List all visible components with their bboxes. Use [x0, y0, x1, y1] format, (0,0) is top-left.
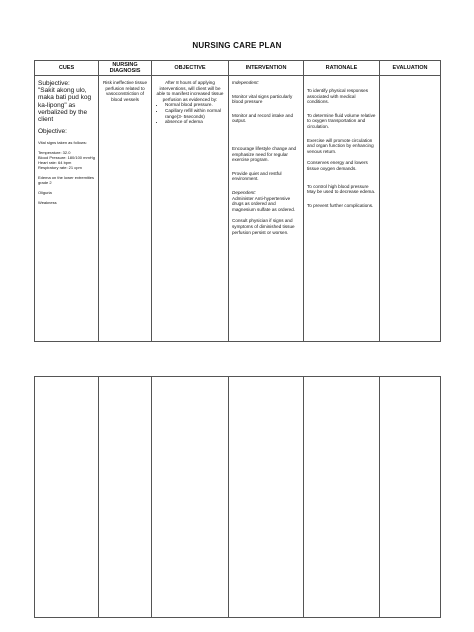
empty-cell — [35, 377, 99, 618]
rationale-item: Exercise will promote circulation and organ function by enhancing venous return. — [307, 137, 374, 154]
independent-label: Independent: — [232, 80, 259, 85]
weakness-text: Weakness — [38, 200, 57, 206]
vital-signs-text: Vital signs taken as follows: — [38, 140, 87, 146]
diagnosis-cell — [99, 76, 152, 342]
rationale-item: To control high blood pressure May be used to decrease edema. — [307, 183, 376, 195]
empty-cell — [99, 377, 152, 618]
empty-care-plan-table — [34, 376, 441, 618]
header-objective: OBJECTIVE — [152, 61, 229, 76]
header-intervention: INTERVENTION — [229, 61, 304, 76]
intervention-item: Encourage lifestyle change and emphasize need for regular exercise program. — [232, 145, 297, 163]
list-item: • Capillary refill within normal range(3- 5seconds) — [165, 108, 225, 119]
rationale-item: To determine fluid volume relative to oxygen transportation and circulation. — [307, 112, 376, 129]
diagnosis-text: Risk ineffective tissue perfusion related to vasoconstriction of blood vessels — [102, 80, 148, 102]
list-item: • absence of edema — [165, 119, 225, 125]
empty-cell — [229, 377, 304, 618]
temperature-text: Temperature: 32.0 — [38, 150, 71, 156]
rationale-item: Conserves energy and lowers tissue oxygen demands. — [307, 160, 368, 171]
rationale-item: To prevent further complications. — [307, 202, 374, 208]
header-evaluation: EVALUATION — [380, 61, 441, 76]
evaluation-text — [380, 76, 440, 84]
cues-cell — [35, 76, 99, 342]
list-item: • Normal blood pressure. — [165, 102, 225, 108]
objective-intro: After 8 hours of applying interventions, will client will be able to manifest increased tissue perfusion as evidenced by: — [156, 80, 224, 102]
blood-pressure-text: Blood Pressure: 180/100 mmHg — [38, 155, 95, 161]
dependent-label: Dependent: — [232, 189, 256, 195]
intervention-item: Monitor and record intake and output. — [232, 112, 294, 124]
objective-list — [155, 102, 225, 124]
objective-label: Objective: — [38, 128, 67, 136]
respiratory-rate-text: Respiratory rate: 21 cpm — [38, 165, 82, 171]
objective-cell — [152, 76, 229, 342]
intervention-item: Monitor vital signs particularly blood pressure — [232, 93, 293, 105]
rationale-cell — [304, 76, 380, 342]
table-row — [35, 76, 441, 342]
header-nursing-diagnosis: NURSING DIAGNOSIS — [99, 61, 152, 76]
oliguria-text: Oliguria — [38, 190, 52, 196]
evaluation-cell — [380, 76, 441, 342]
subjective-label: Subjective: — [38, 80, 70, 87]
table-header-row — [35, 61, 441, 76]
edema-text: Edema on the lower extremities grade 2 — [38, 175, 95, 186]
empty-cell — [304, 377, 380, 618]
intervention-cell — [229, 76, 304, 342]
rationale-item: To identify physical responses associated with medical conditions. — [307, 88, 369, 105]
page-title: NURSING CARE PLAN — [192, 41, 282, 50]
empty-cell — [380, 377, 441, 618]
table-row — [35, 377, 441, 618]
empty-cell — [152, 377, 229, 618]
intervention-item: Consult physician if signs and symptoms of diminished tissue perfusion persist or worsen. — [232, 218, 295, 235]
subjective-text: "Sakit akong ulo, maka bati pud kog ka-lipong" as verbalized by the client — [38, 87, 92, 124]
heart-rate-text: Heart rate: 64 bpm — [38, 160, 72, 166]
care-plan-table — [34, 60, 441, 342]
header-rationale: RATIONALE — [304, 61, 380, 76]
header-cues: CUES — [35, 61, 99, 76]
intervention-item: Administer Anti-hypertensive drugs as ordered and magnesium sulfate as ordered. — [232, 195, 296, 212]
intervention-item: Provide quiet and restful environment. — [232, 170, 282, 182]
